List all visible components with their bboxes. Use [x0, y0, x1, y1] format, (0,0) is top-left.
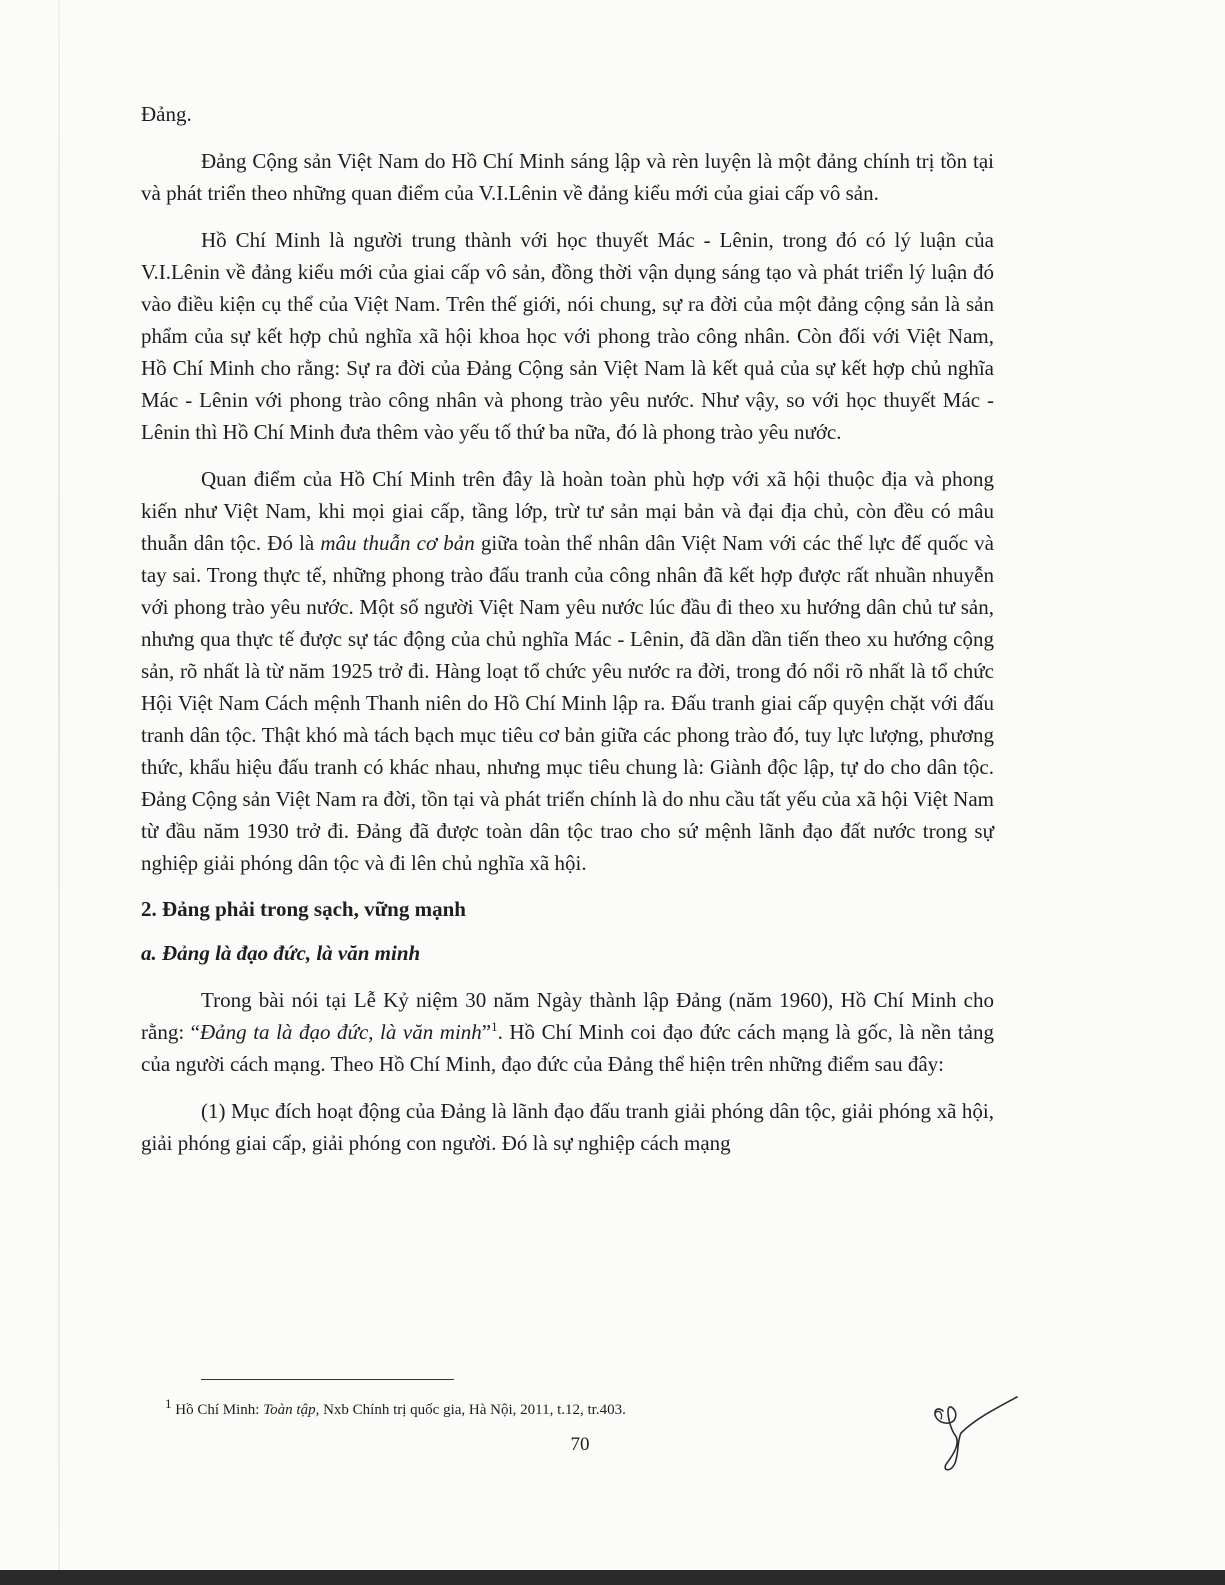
paragraph: Hồ Chí Minh là người trung thành với học thuyết Mác - Lênin, trong đó có lý luận của V.I.Lênin về đảng kiểu mới của giai cấp vô sản, đồng thời vận dụng sáng tạo và phát triển lý luận đó vào điều kiện cụ thể của Việt Nam. Trên thế giới, nói chung, sự ra đời của một đảng cộng sản là sản phẩm của sự kết hợp chủ nghĩa xã hội khoa học với phong trào công nhân. Còn đối với Việt Nam, Hồ Chí Minh cho rằng: Sự ra đời của Đảng Cộng sản Việt Nam là kết quả của sự kết hợp chủ nghĩa Mác - Lênin với phong trào công nhân và phong trào yêu nước. Như vậy, so với học thuyết Mác - Lênin thì Hồ Chí Minh đưa thêm vào yếu tố thứ ba nữa, đó là phong trào yêu nước.: [141, 228, 994, 444]
paragraph-text: ”: [481, 1020, 492, 1044]
quote-text: Đảng ta là đạo đức, là văn minh: [200, 1020, 482, 1044]
paragraph: Đảng Cộng sản Việt Nam do Hồ Chí Minh sáng lập và rèn luyện là một đảng chính trị tồn tại và phát triển theo những quan điểm của V.I.Lênin về đảng kiểu mới của giai cấp vô sản.: [141, 149, 994, 205]
footnote-marker: 1: [165, 1396, 172, 1411]
paragraph-text: . Hồ Chí Minh coi đạo đức cách mạng là gốc, là nền tảng của người cách mạng. Theo Hồ Chí Minh, đạo đức của Đảng thể hiện trên những điểm sau đây:: [141, 1020, 994, 1076]
subsection-heading: a. Đảng là đạo đức, là văn minh: [141, 941, 421, 965]
footnote-reference[interactable]: 1: [491, 1019, 498, 1034]
paragraph-continuation: Đảng.: [141, 102, 192, 126]
paragraph-text: Trong bài nói tại Lễ Kỷ niệm 30 năm Ngày thành lập Đảng (năm 1960), Hồ Chí Minh cho rằng: “: [141, 988, 994, 1044]
footnote-details: , Nxb Chính trị quốc gia, Hà Nội, 2011, t.12, tr.403.: [315, 1402, 626, 1418]
scan-edge-left: [58, 0, 60, 1585]
page-body: [141, 98, 994, 1159]
paragraph-text: Quan điểm của Hồ Chí Minh trên đây là hoàn toàn phù hợp với xã hội thuộc địa và phong kiến như Việt Nam, khi mọi giai cấp, tầng lớp, trừ tư sản mại bản và đại địa chủ, còn đều có mâu thuẫn dân tộc. Đó là: [141, 467, 994, 555]
emphasis-text: mâu thuẫn cơ bản: [320, 531, 475, 555]
footnote: [165, 1396, 965, 1420]
footnote-divider: [201, 1379, 454, 1380]
paragraph-text: giữa toàn thể nhân dân Việt Nam với các thế lực đế quốc và tay sai. Trong thực tế, những phong trào đấu tranh của công nhân đã kết hợp được rất nhuần nhuyễn với phong trào yêu nước. Một số người Việt Nam yêu nước lúc đầu đi theo xu hướng dân chủ tư sản, nhưng qua thực tế được sự tác động của chủ nghĩa Mác - Lênin, đã dần dần tiến theo xu hướng cộng sản, rõ nhất là từ năm 1925 trở đi. Hàng loạt tổ chức yêu nước ra đời, trong đó nổi rõ nhất là tổ chức Hội Việt Nam Cách mệnh Thanh niên do Hồ Chí Minh lập ra. Đấu tranh giai cấp quyện chặt với đấu tranh dân tộc. Thật khó mà tách bạch mục tiêu cơ bản giữa các phong trào đó, tuy lực lượng, phương thức, khẩu hiệu đấu tranh có khác nhau, nhưng mục tiêu chung là: Giành độc lập, tự do cho dân tộc. Đảng Cộng sản Việt Nam ra đời, tồn tại và phát triển chính là do nhu cầu tất yếu của xã hội Việt Nam từ đầu năm 1930 trở đi. Đảng đã được toàn dân tộc trao cho sứ mệnh lãnh đạo đất nước trong sự nghiệp giải phóng dân tộc và đi lên chủ nghĩa xã hội.: [141, 531, 994, 875]
paragraph: (1) Mục đích hoạt động của Đảng là lãnh đạo đấu tranh giải phóng dân tộc, giải phóng xã hội, giải phóng giai cấp, giải phóng con người. Đó là sự nghiệp cách mạng: [141, 1099, 994, 1155]
page-number: 70: [570, 1434, 590, 1455]
paragraph: [141, 984, 994, 1080]
footnote-work: Toàn tập: [263, 1402, 316, 1418]
paragraph: [141, 463, 994, 879]
footnote-author: Hồ Chí Minh:: [171, 1402, 264, 1418]
scan-edge-bottom: [0, 1570, 1225, 1585]
section-heading: 2. Đảng phải trong sạch, vững mạnh: [141, 897, 466, 921]
handwritten-signature: [925, 1393, 1020, 1475]
